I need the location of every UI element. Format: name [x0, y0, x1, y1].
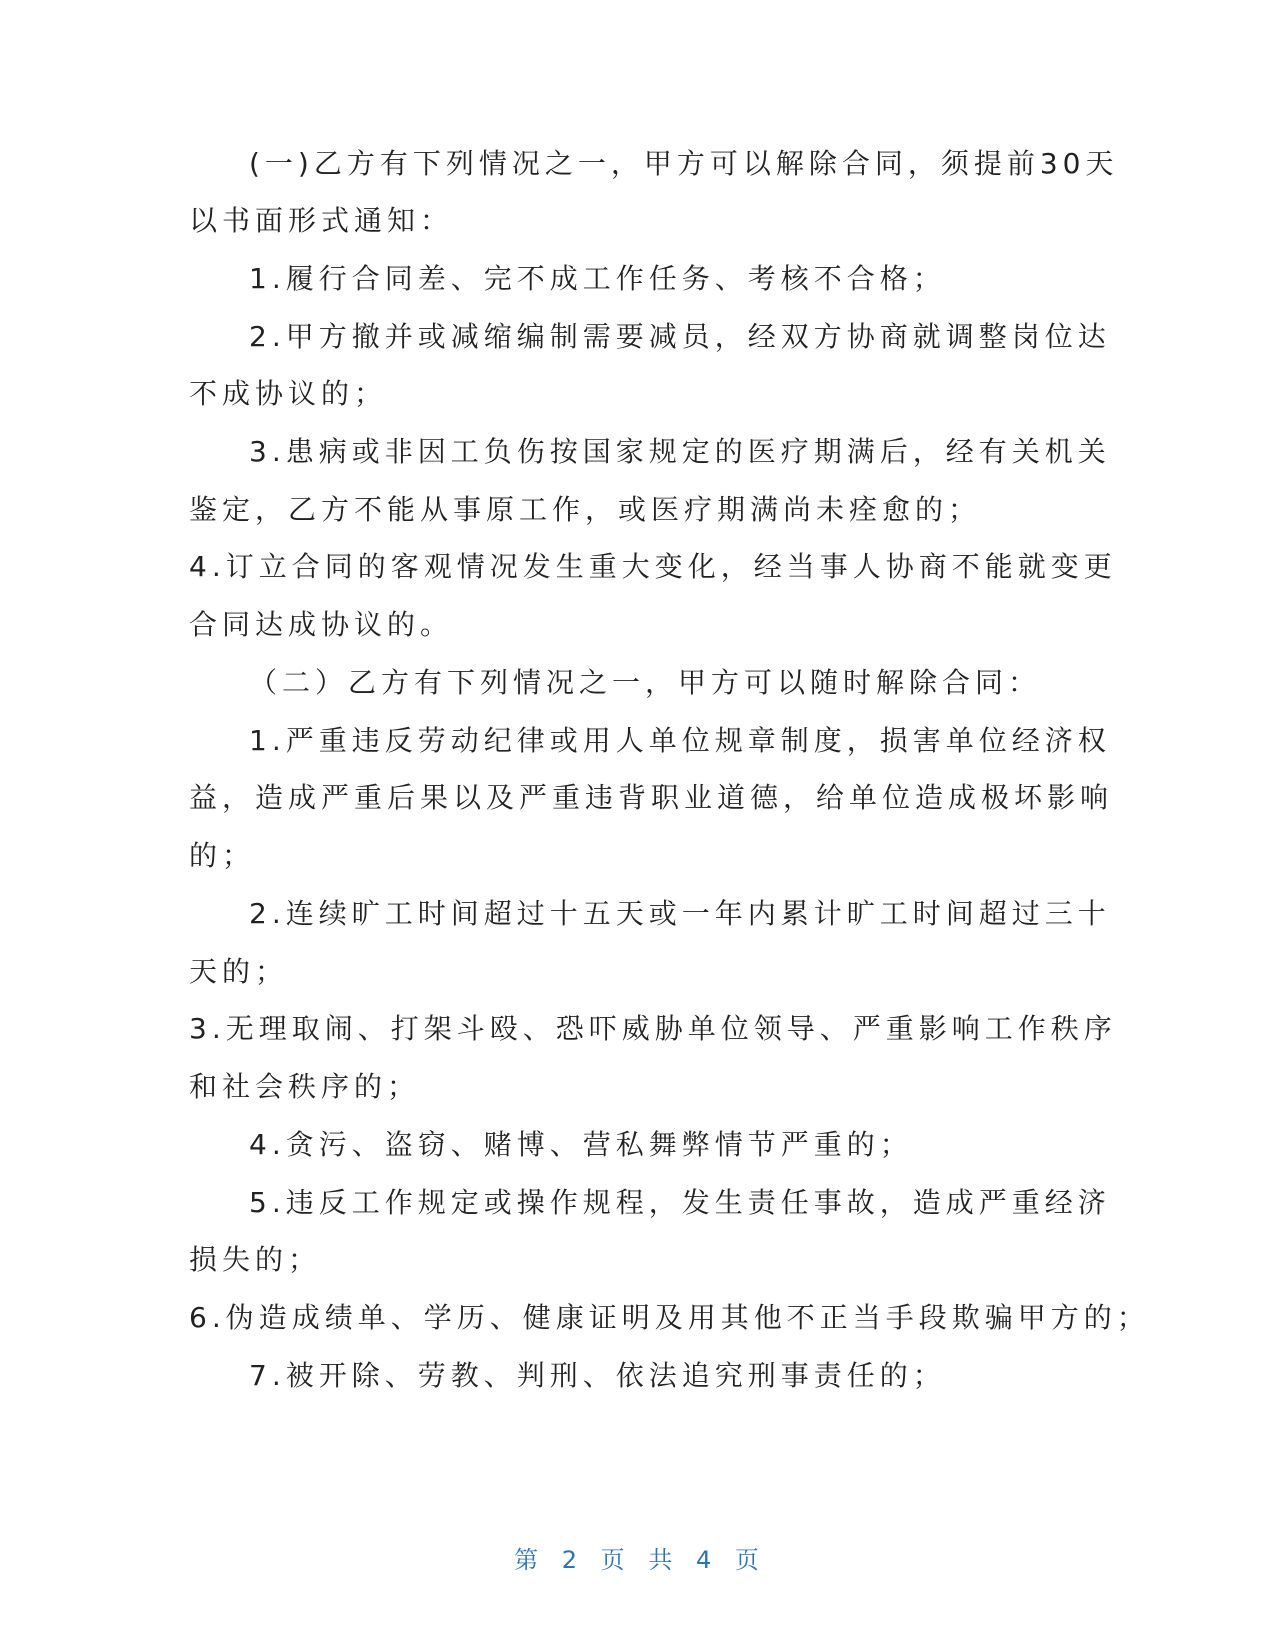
footer-page-word: 页 [600, 1546, 627, 1574]
paragraph-line: 1.履行合同差、完不成工作任务、考核不合格； [249, 262, 946, 295]
paragraph-line: 5.违反工作规定或操作规程，发生责任事故，造成严重经济 [249, 1186, 1111, 1219]
paragraph-line: 损失的； [189, 1243, 322, 1276]
paragraph-line: 和社会秩序的； [189, 1070, 421, 1103]
paragraph-line: 鉴定，乙方不能从事原工作，或医疗期满尚未痊愈的； [189, 493, 982, 526]
paragraph-line: 7.被开除、劳教、判刑、依法追究刑事责任的； [249, 1359, 946, 1392]
paragraph-line: 2.甲方撤并或减缩编制需要减员，经双方协商就调整岗位达 [249, 320, 1111, 353]
paragraph-line: 合同达成协议的。 [189, 608, 454, 641]
section-heading: （二）乙方有下列情况之一，甲方可以随时解除合同： [249, 666, 1042, 699]
paragraph-line: 4.订立合同的客观情况发生重大变化，经当事人协商不能就变更 [189, 550, 1117, 583]
paragraph-line: (一)乙方有下列情况之一，甲方可以解除合同，须提前30天 [249, 147, 1119, 180]
paragraph-line: 1.严重违反劳动纪律或用人单位规章制度，损害单位经济权 [249, 724, 1111, 757]
footer-prefix: 第 [514, 1546, 541, 1574]
paragraph-line: 益，造成严重后果以及严重违背职业道德，给单位造成极坏影响 [189, 781, 1114, 814]
paragraph-line: 天的； [189, 955, 289, 988]
paragraph-line: 3.患病或非因工负伤按国家规定的医疗期满后，经有关机关 [249, 435, 1111, 468]
paragraph-line: 不成协议的； [189, 377, 388, 410]
paragraph-line: 4.贪污、盗窃、赌博、营私舞弊情节严重的； [249, 1128, 913, 1161]
footer-total-pages: 4 [695, 1546, 714, 1574]
paragraph-line: 的； [189, 839, 256, 872]
paragraph-line: 以书面形式通知： [189, 204, 454, 237]
footer-current-page: 2 [561, 1546, 580, 1574]
paragraph-line: 6.伪造成绩单、学历、健康证明及用其他不正当手段欺骗甲方的； [189, 1301, 1150, 1334]
footer-total-prefix: 共 [648, 1546, 675, 1574]
footer-suffix: 页 [734, 1546, 761, 1574]
paragraph-line: 3.无理取闹、打架斗殴、恐吓威胁单位领导、严重影响工作秩序 [189, 1012, 1117, 1045]
paragraph-line: 2.连续旷工时间超过十五天或一年内累计旷工时间超过三十 [249, 897, 1111, 930]
page-footer [0, 1545, 1275, 1575]
